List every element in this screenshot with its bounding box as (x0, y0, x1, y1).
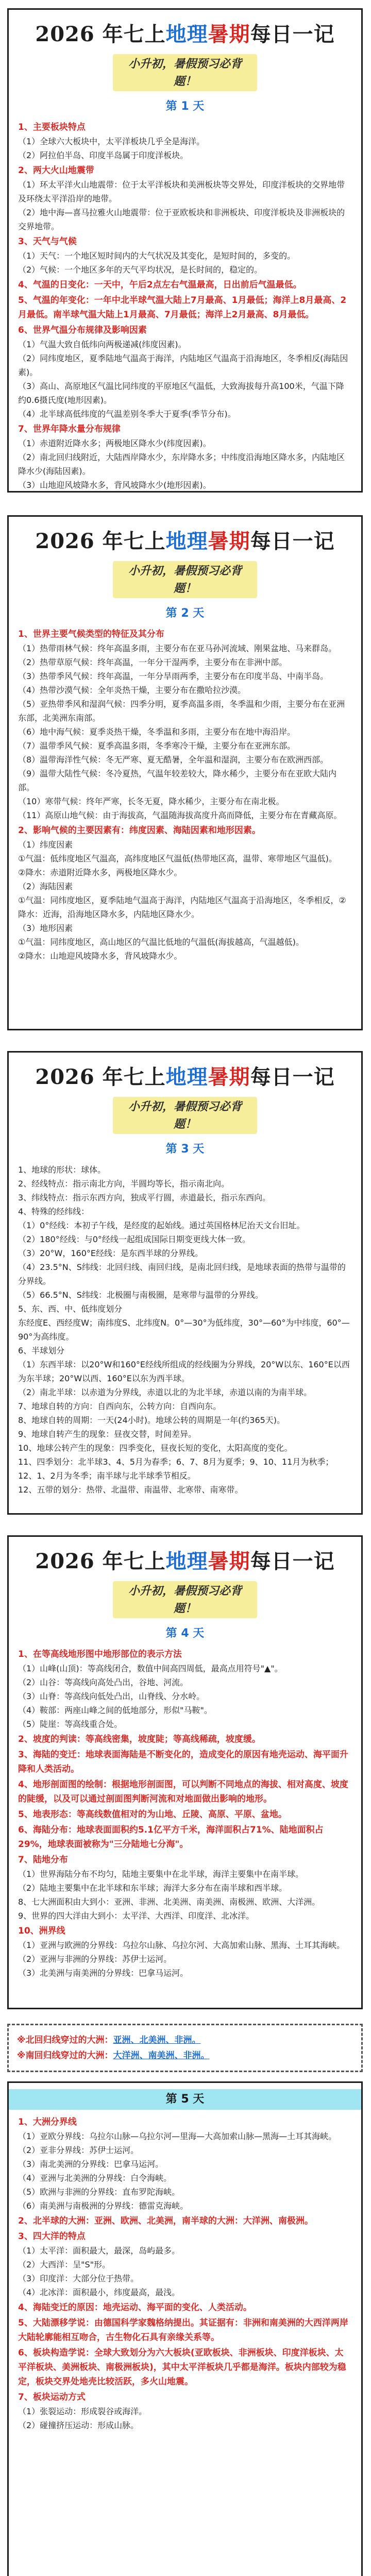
title-summer: 暑期 (208, 1065, 250, 1089)
day-title: 第 1 天 (165, 100, 205, 113)
day1-card (7, 8, 363, 493)
tropic-cancer-line (17, 2032, 353, 2048)
section-heading: 3、天气与气候 (18, 236, 77, 247)
section-heading: 1、大洲分界线 (18, 2117, 77, 2127)
content-line: （3）20°W，160°E经线：是东西半球的分界线。 (18, 1248, 204, 1258)
content-line: （2）南北半球：以赤道为分界线，赤道以北的为北半球，赤道以南的为南半球。 (18, 1387, 312, 1397)
content-line: （3）山脊：等高线向低处凸出，山脊线、分水岭。 (18, 1691, 205, 1701)
title-summer: 暑期 (208, 22, 250, 46)
content-line: （3）地形因素 (18, 923, 73, 933)
slogan: 小升初，暑假预习必背题！ (113, 1581, 257, 1618)
content-line: （2）同纬度地区，夏季陆地气温高于海洋，内陆地区气温高于沿海地区，冬季相反(海陆因素)。 (18, 353, 348, 377)
title-year: 2026 (35, 1065, 95, 1089)
content-line: （2）陆地主要集中在北半球和东半球；海洋大多分布在南半球和西半球。 (18, 1883, 288, 1893)
content-line: （9）温带大陆性气候：冬冷夏热，气温年较差较大，降水稀少，主要分布在亚欧大陆内部。 (18, 769, 337, 792)
day3-card (7, 1051, 363, 1515)
content-line: （6）地中海气候：夏季炎热干燥，冬季温和多雨，主要分布在地中海沿岸。 (18, 727, 296, 737)
content-line: （5）欧洲与非洲的分界线：直布罗陀海峡。 (18, 2187, 180, 2197)
section-heading: 1、在等高线地形图中地形部位的表示方法 (18, 1649, 182, 1659)
section-heading: 3、海陆的变迁：地球表面海陆是不断变化的，造成变化的原因有地壳运动、海平面升降和人类活动。 (18, 1750, 348, 1774)
content-line: （4）北冰洋：面积最小，纬度最高，最浅。 (18, 2287, 180, 2297)
day2-card (7, 515, 363, 1030)
slogan: 小升初，暑假预习必背题！ (113, 1097, 257, 1134)
title-grade: 年七上 (102, 22, 166, 46)
content-line: （11）高原山地气候：由于海拔高，气温随海拔高度升高而降低，主要分布在青藏高原。 (18, 810, 342, 820)
section-heading: 6、世界气温分布规律及影响因素 (18, 325, 147, 335)
tropic-capricorn-continents: 大洋洲、南美洲、非洲。 (113, 2050, 210, 2061)
content-line: （2）海陆因素 (18, 882, 73, 891)
content-line: 11、四季划分：北半球3、4、5月为春季；6、7、8月为夏季；9、10、11月为秋季；12、1、2月为冬季；南半球与北半球季节相反。 (18, 1457, 334, 1481)
title-summer: 暑期 (208, 1549, 250, 1573)
section-heading: 4、气温的日变化：一天中，午后2点左右气温最高，日出前后气温最低。 (18, 280, 302, 290)
content-line: （4）亚洲与北美洲的分界线：白令海峡。 (18, 2173, 172, 2183)
content-line: （4）23.5°N、S纬线：北回归线、南回归线，是南北回归线，是地球表面的热带与温带的分界线。 (18, 1262, 346, 1286)
content-line: （1）山峰(山顶)：等高线闭合，数值中间高四周低，最高点用符号"▲"。 (18, 1664, 283, 1673)
section-heading: 2、坡度的判读：等高线密集，坡度陡；等高线稀疏，坡度缓。 (18, 1734, 261, 1744)
content-line: （3）热带季风气候：终年高温，一年分旱雨两季，主要分布在印度半岛、中南半岛。 (18, 671, 329, 681)
content-line: ①气温：同纬度地区，高山地区的气温比低地的气温低(海拔越高，气温越低)。 (18, 937, 304, 947)
content-line: （3）高山、高原地区气温比同纬度的平原地区气温低，大致海拔每升高100米，气温下降约0.6摄氏度(地形因素)。 (18, 381, 344, 405)
content-line: （3）南北美洲的分界线：巴拿马运河。 (18, 2159, 164, 2169)
content-line: （1）亚欧分界线：乌拉尔山脉—乌拉尔河—里海—大高加索山脉—黑海—土耳其海峡。 (18, 2131, 337, 2141)
content-line: （8）温带海洋性气候：冬无严寒、夏无酷暑，全年温和湿润，主要分布在欧洲西部。 (18, 755, 329, 765)
tropic-cancer-label: ※北回归线穿过的大洲： (17, 2035, 113, 2045)
content-line: （2）阿拉伯半岛、印度半岛属于印度洋板块。 (18, 150, 189, 160)
content-line: （1）纬度因素 (18, 840, 73, 850)
content-line: 东经度E、西经度W；南纬度S、北纬度N。0°—30°为低纬度，30°—60°为中纬度，60°—90°为高纬度。 (18, 1318, 350, 1342)
content-line: （2）山谷：等高线向高处凸出，谷地、河流。 (18, 1677, 189, 1687)
day5-card (7, 2081, 363, 2576)
card-title (18, 1062, 352, 1093)
title-subject: 地理 (165, 1065, 208, 1089)
title-year: 2026 (35, 1549, 95, 1573)
content-line: （1）世界海陆分布不均匀，陆地主要集中在北半球，海洋主要集中在南半球。 (18, 1869, 304, 1879)
content-line: 9、世界的四大洋由大到小：太平洋、大西洋、印度洋、北冰洋。 (18, 1911, 255, 1921)
content-line: （3）北美洲与南美洲的分界线：巴拿马运河。 (18, 1968, 189, 1978)
title-summer: 暑期 (208, 529, 250, 553)
section-heading: 1、主要板块特点 (18, 122, 86, 132)
title-daily: 每日一记 (250, 529, 335, 553)
content-line: （2）热带草原气候：终年高温，一年分干湿两季，主要分布在非洲中部。 (18, 657, 288, 667)
content-line: 3、纬线特点：指示东西方向，独成平行圆，赤道最长，指示东西向。 (18, 1193, 271, 1202)
content-line: ①气温：同纬度地区，夏季陆地气温高于海洋，内陆地区气温高于沿海地区，冬季相反，②降水：近海，沿海地区降水多，内陆地区降水少。 (18, 895, 346, 919)
content-line: 9、地球自转产生的现象：昼夜交替，时间差异。 (18, 1429, 197, 1439)
slogan: 小升初，暑假预习必背题！ (113, 54, 257, 91)
content-line: ②降水：山地迎风坡降水多，背风坡降水少。 (18, 951, 182, 961)
title-year: 2026 (35, 529, 95, 553)
section-heading: 2、影响气候的主要因素有：纬度因素、海陆因素和地形因素。 (18, 825, 261, 836)
content-line: （1）太平洋：面积最大，最深，岛屿最多。 (18, 2246, 180, 2256)
content-line: （2）180°经线：与0°经线一起组成国际日期变更线大体一致。 (18, 1234, 250, 1244)
content-line: （1）热带雨林气候：终年高温多雨，主要分布在亚马孙河流域、刚果盆地、马来群岛。 (18, 643, 337, 653)
tropic-summary-box (7, 2024, 363, 2072)
content-line: （1）气温大致自低纬向两极递减(纬度因素)。 (18, 340, 187, 349)
section-heading: 7、板块运动方式 (18, 2392, 86, 2402)
content-line: （5）亚热带季风和湿润气候：四季分明，夏季高温多雨，冬季温和少雨，主要分布在亚洲东部，北美洲东南部。 (18, 699, 345, 723)
content-line: 8、七大洲面积由大到小：亚洲、非洲、北美洲、南美洲、南极洲、欧洲、大洋洲。 (18, 1897, 321, 1907)
section-heading: 5、地表形态：等高线数值相对的为山地、丘陵、高原、平原、盆地。 (18, 1809, 287, 1820)
title-grade: 年七上 (102, 1549, 166, 1573)
content-line: （2）大西洋：呈"S"形。 (18, 2260, 111, 2269)
section-heading: 2、两大火山地震带 (18, 165, 94, 176)
content-line: （1）0°经线：本初子午线，是经度的起始线。通过英国格林尼治天文台旧址。 (18, 1221, 305, 1230)
section-heading: 5、大陆漂移学说：由德国科学家魏格纳提出。其证据有：非洲和南美洲的大西洋两岸大陆轮廓能相互吻合，古生物化石具有亲缘关系等。 (18, 2318, 348, 2343)
section-heading: 4、海陆变迁的原因：地壳运动、海平面的变化、人类活动。 (18, 2302, 252, 2313)
day4-card (7, 1535, 363, 2009)
title-subject: 地理 (165, 1549, 208, 1573)
title-daily: 每日一记 (250, 1065, 335, 1089)
content-line: （1）环太平洋火山地震带：位于太平洋板块和美洲板块等交界处，印度洋板块的交界地带及环绕太平洋沿岸的地带。 (18, 180, 345, 204)
title-grade: 年七上 (102, 529, 166, 553)
content-line: （2）碰撞挤压运动：形成山脉。 (18, 2420, 139, 2430)
tropic-capricorn-line (17, 2048, 353, 2063)
day4-content (18, 1647, 352, 1980)
content-line: （10）寒带气候：终年严寒，长冬无夏，降水稀少，主要分布在南北极。 (18, 796, 284, 806)
content-line: （5）66.5°N、S纬线：北极圈与南极圈，是寒带与温带的分界线。 (18, 1290, 263, 1300)
content-line: （5）陡崖：等高线重合处。 (18, 1719, 123, 1729)
title-daily: 每日一记 (250, 22, 335, 46)
section-heading: 5、气温的年变化：一年中北半球气温大陆上7月最高、1月最低；海洋上8月最高、2月最低。南半球气温大陆上1月最高、7月最低；海洋上2月最高、8月最低。 (18, 295, 347, 320)
content-line: 10、地球公转产生的现象：四季变化，昼夜长短的变化，太阳高度的变化。 (18, 1443, 293, 1453)
content-line: （1）张裂运动：形成裂谷或海洋。 (18, 2406, 147, 2416)
day5-content (18, 2115, 352, 2432)
content-line: （2）南北回归线附近，大陆西岸降水少，东岸降水多；中纬度沿海地区降水多，内陆地区降水少(海陆因素)。 (18, 452, 345, 476)
title-grade: 年七上 (102, 1065, 166, 1089)
content-line: （4）热带沙漠气候：全年炎热干燥，主要分布在撒哈拉沙漠。 (18, 685, 246, 695)
section-heading: 4、地形剖面图的绘制：根据地形剖面图，可以判断不同地点的海拔、相对高度、坡度的陡缓，以及可以通过剖面图判断河流和对地面做出影响的地形。 (18, 1780, 348, 1804)
content-line: 1、地球的形状：球体。 (18, 1165, 106, 1175)
title-subject: 地理 (165, 529, 208, 553)
day1-content (18, 120, 352, 492)
section-heading: 7、陆地分布 (18, 1855, 68, 1865)
title-year: 2026 (35, 22, 95, 46)
title-daily: 每日一记 (250, 1549, 335, 1573)
card-title (18, 19, 352, 50)
day-title: 第 4 天 (165, 1627, 205, 1640)
section-heading: 6、海陆分布：地球表面面积约5.1亿平方千米，海洋面积占71%、陆地面积占29%，地球表面被称为"三分陆地七分海"。 (18, 1825, 324, 1850)
content-line: 5、东、西、中、低纬度划分 (18, 1304, 123, 1314)
day-title: 第 2 天 (165, 607, 205, 620)
tropic-cancer-continents: 亚洲、北美洲、非洲。 (113, 2035, 201, 2045)
content-line: 12、五带的划分：热带、北温带、南温带、北寒带、南寒带。 (18, 1485, 243, 1495)
content-line: ①气温：低纬度地区气温高，高纬度地区气温低(热带地区高，温带、寒带地区气温低)。 (18, 854, 337, 863)
tropic-capricorn-label: ※南回归线穿过的大洲： (17, 2050, 113, 2061)
section-heading: 7、世界年降水量分布规律 (18, 424, 121, 434)
section-heading: 3、四大洋的特点 (18, 2231, 86, 2242)
content-line: ②降水：赤道附近降水多，两极地区降水少。 (18, 868, 182, 877)
card-title (18, 1546, 352, 1577)
content-line: （1）东西半球：以20°W和160°E经线所组成的经线圈为分界线，20°W以东、160°E以西为东半球；20°W以西、160°E以东为西半球。 (18, 1360, 350, 1383)
content-line: 8、地球自转的周期：一天(24小时)。地球公转的周期是一年(约365天)。 (18, 1415, 285, 1425)
content-line: （2）地中海—喜马拉雅火山地震带：位于亚欧板块和非洲板块、印度洋板块及非洲板块的交界地带。 (18, 208, 345, 231)
section-heading: 1、世界主要气候类型的特征及其分布 (18, 629, 164, 639)
content-line: （4）北半球高低纬度的气温差别冬季大于夏季(季节分布)。 (18, 409, 236, 419)
day3-content (18, 1163, 352, 1497)
content-line: 7、地球自转的方向：自西向东，公转方向：自西向东。 (18, 1401, 222, 1411)
content-line: （6）南美洲与南极洲的分界线：德雷克海峡。 (18, 2201, 189, 2211)
content-line: 4、特殊的经纬线： (18, 1207, 90, 1216)
content-line: 6、半球划分 (18, 1346, 65, 1355)
section-heading: 2、北半球的大洲：亚洲、欧洲、北美洲，南半球的大洲：大洋洲、南极洲。 (18, 2216, 313, 2226)
card-title (18, 526, 352, 557)
day2-content (18, 627, 352, 963)
content-line: （7）温带季风气候：夏季高温多雨，冬季寒冷干燥，主要分布在亚洲东部。 (18, 741, 296, 751)
content-line: （4）鞍部：两座山峰之间的低地部分，形似"马鞍"。 (18, 1705, 212, 1715)
section-heading: 10、洲界线 (18, 1926, 65, 1936)
title-subject: 地理 (165, 22, 208, 46)
content-line: （1）全球六大板块中，太平洋板块几乎全是海洋。 (18, 137, 205, 146)
content-line: （3）山地迎风坡降水多，背风坡降水少(地形因素)。 (18, 480, 211, 490)
content-line: （1）亚洲与欧洲的分界线：乌拉尔山脉、乌拉尔河、大高加索山脉、黑海、土耳其海峡。 (18, 1940, 345, 1950)
section-heading: 6、板块构造学说：全球大致划分为六大板块(亚欧板块、非洲板块、印度洋板块、太平洋板块、美洲板块、南极洲板块)，其中太平洋板块几乎都是海洋。板块内部较为稳定，板块交界处地壳比较活跃，多火山地震。 (18, 2348, 346, 2387)
content-line: （2）亚非分界线：苏伊士运河。 (18, 2145, 139, 2155)
day-title: 第 3 天 (165, 1143, 205, 1156)
content-line: （2）气候：一个地区多年的天气平均状况，是长时间的，稳定的。 (18, 265, 263, 275)
content-line: （3）印度洋：大部分位于热带。 (18, 2274, 139, 2283)
content-line: （2）亚洲与非洲的分界线：苏伊士运河。 (18, 1954, 172, 1964)
content-line: （1）赤道附近降水多；两极地区降水少(纬度因素)。 (18, 438, 211, 448)
slogan: 小升初，暑假预习必背题！ (113, 561, 257, 598)
day-title: 第 5 天 (9, 2089, 361, 2110)
content-line: （1）天气：一个地区短时间内的大气状况及其变化，是短时间的，多变的。 (18, 251, 296, 261)
content-line: 2、经线特点：指示南北方向，半圆均等长，指示南北向。 (18, 1179, 230, 1189)
